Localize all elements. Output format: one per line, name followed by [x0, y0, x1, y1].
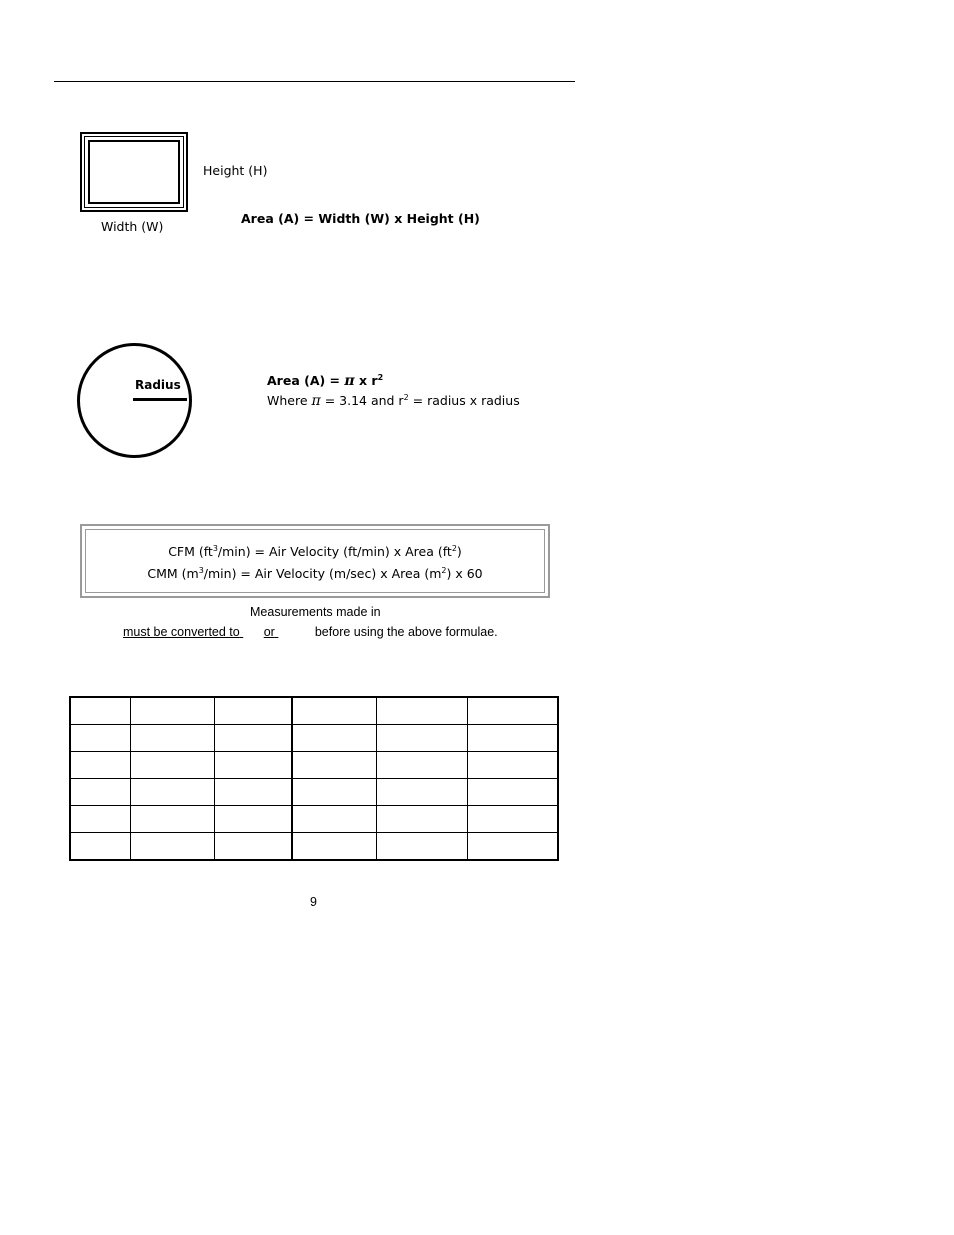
- pi-symbol-2: π: [311, 393, 321, 410]
- table-cell: [292, 806, 377, 833]
- cfm-superscript-2: 2: [451, 544, 457, 553]
- table-cell: [468, 779, 559, 806]
- note-blank-2: [275, 626, 315, 639]
- table-cell: [292, 697, 377, 725]
- table-cell: [215, 725, 293, 752]
- circle-area-formula: [267, 374, 383, 388]
- note-line-1: Measurements made in: [250, 605, 381, 619]
- cfm-end: ): [456, 544, 462, 560]
- table-cell: [131, 697, 215, 725]
- table-cell: [215, 833, 293, 861]
- cfm-prefix: CFM (ft: [168, 544, 213, 560]
- cfm-formula: [86, 545, 544, 559]
- table-cell: [468, 806, 559, 833]
- table-cell: [215, 779, 293, 806]
- cmm-superscript: 3: [198, 566, 204, 575]
- table-cell: [131, 779, 215, 806]
- pi-symbol: π: [344, 373, 355, 390]
- table-cell: [377, 833, 468, 861]
- pi-definition-suffix: = radius x radius: [408, 393, 520, 409]
- table-cell: [131, 833, 215, 861]
- page-number: 9: [310, 895, 317, 909]
- cmm-prefix: CMM (m: [147, 566, 199, 582]
- airflow-formula-box: [80, 524, 550, 598]
- table-cell: [70, 833, 131, 861]
- pi-definition-middle: = 3.14 and r: [320, 393, 404, 409]
- rectangle-diagram: [80, 132, 188, 212]
- table-cell: [215, 752, 293, 779]
- note-line-2: [123, 626, 498, 639]
- cmm-middle: /min) = Air Velocity (m/sec) x Area (m: [203, 566, 442, 582]
- table-cell: [377, 725, 468, 752]
- measurement-table: [69, 696, 559, 861]
- note-converted: must be converted to: [123, 625, 240, 639]
- width-label: Width (W): [101, 219, 164, 234]
- table-cell: [377, 806, 468, 833]
- table-cell: [377, 752, 468, 779]
- table-cell: [377, 697, 468, 725]
- note-blank-1: [240, 626, 264, 639]
- table-cell: [292, 779, 377, 806]
- cfm-middle: /min) = Air Velocity (ft/min) x Area (ft: [217, 544, 452, 560]
- table-cell: [377, 779, 468, 806]
- table-cell: [131, 725, 215, 752]
- table-cell: [215, 697, 293, 725]
- radius-label: Radius: [135, 378, 181, 392]
- table-cell: [70, 697, 131, 725]
- circle-area-prefix: Area (A) =: [267, 373, 345, 389]
- table-cell: [468, 725, 559, 752]
- radius-line: [133, 398, 187, 401]
- height-label: Height (H): [203, 163, 268, 178]
- table-cell: [70, 752, 131, 779]
- table-cell: [131, 752, 215, 779]
- table-row: [70, 806, 558, 833]
- table-row: [70, 779, 558, 806]
- table-cell: [292, 725, 377, 752]
- rectangle-frame: [84, 136, 184, 208]
- table-cell: [292, 833, 377, 861]
- note-before: before using the above formulae.: [314, 625, 498, 639]
- table-row: [70, 725, 558, 752]
- table-cell: [131, 806, 215, 833]
- circle-area-superscript: 2: [377, 373, 384, 382]
- cmm-formula: [86, 567, 544, 581]
- table-row: [70, 752, 558, 779]
- pi-definition-prefix: Where: [267, 393, 312, 409]
- circle-area-rest: x r: [354, 373, 378, 389]
- table-cell: [70, 779, 131, 806]
- note-or: or: [263, 625, 275, 639]
- r-squared-superscript: 2: [403, 393, 409, 402]
- airflow-formula-inner: [85, 529, 545, 593]
- pi-definition: [267, 394, 520, 408]
- table-cell: [468, 697, 559, 725]
- table-row: [70, 833, 558, 861]
- rectangle-inner-frame: [88, 140, 180, 204]
- table-row: [70, 697, 558, 725]
- cfm-superscript: 3: [212, 544, 218, 553]
- table-cell: [215, 806, 293, 833]
- table-cell: [292, 752, 377, 779]
- table-cell: [468, 833, 559, 861]
- top-rule: [54, 81, 575, 82]
- cmm-superscript-2: 2: [441, 566, 447, 575]
- table-cell: [70, 806, 131, 833]
- cmm-end: ) x 60: [446, 566, 483, 582]
- table-cell: [70, 725, 131, 752]
- rectangle-area-formula: Area (A) = Width (W) x Height (H): [241, 211, 480, 226]
- table-cell: [468, 752, 559, 779]
